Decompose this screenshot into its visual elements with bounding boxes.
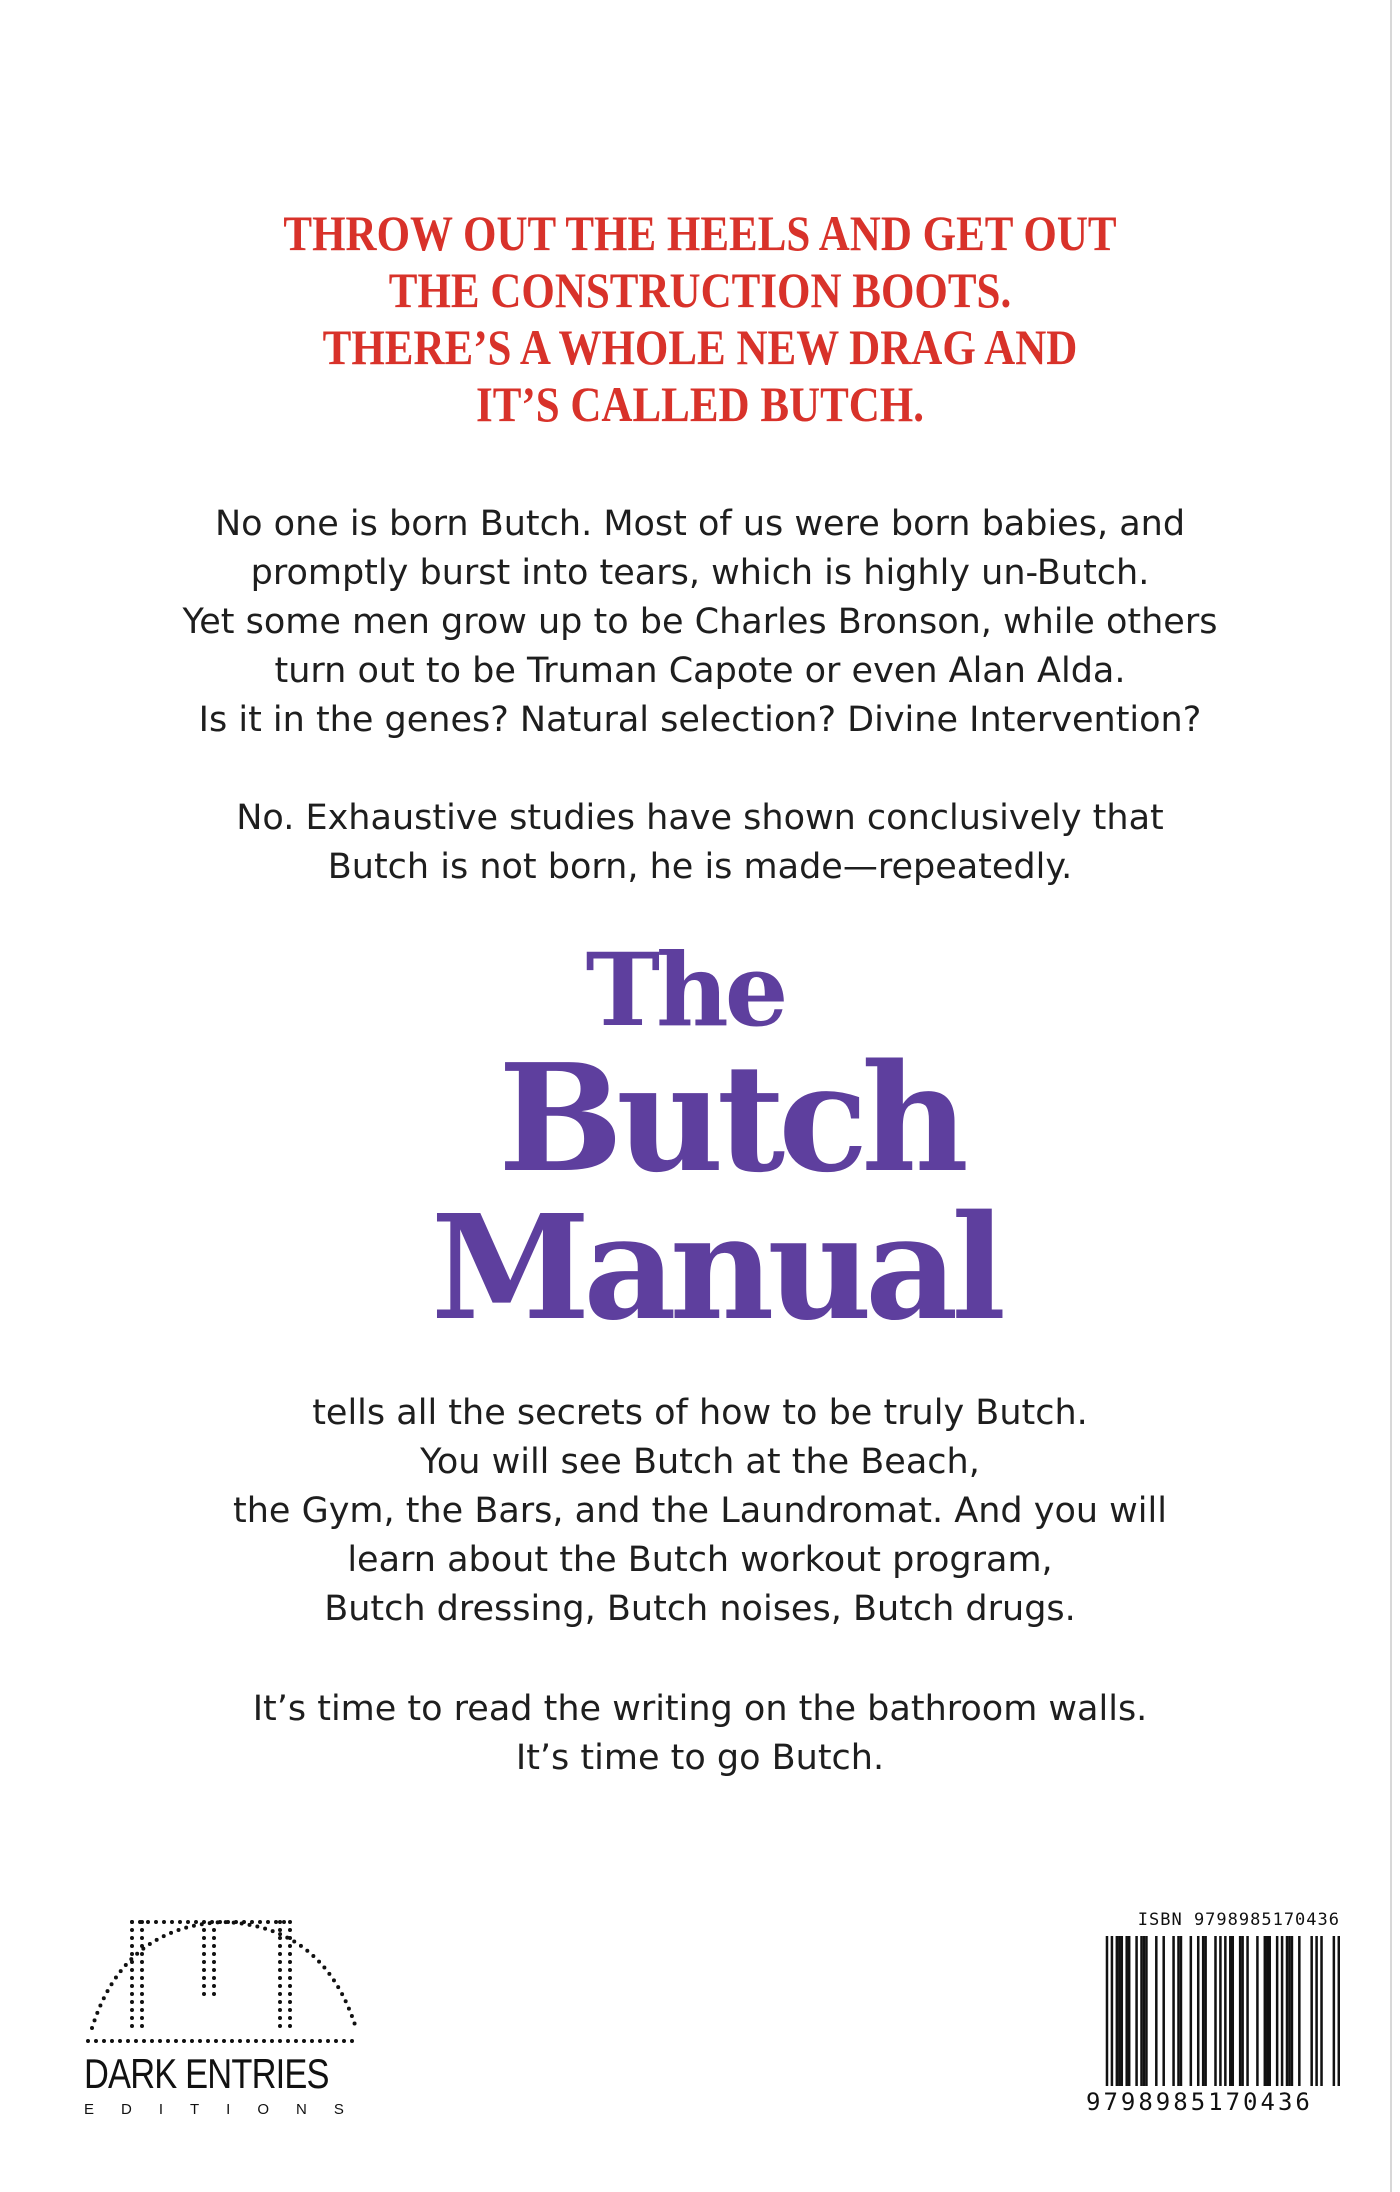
book-title — [0, 931, 1400, 1352]
barcode-bar — [1276, 1936, 1279, 2086]
text-line: learn about the Butch workout program, — [347, 1540, 1053, 1580]
barcode-bar — [1281, 1936, 1284, 2086]
text-line: Is it in the genes? Natural selection? Divine Intervention? — [198, 700, 1202, 740]
tagline — [0, 205, 1400, 433]
barcode-bar — [1256, 1936, 1259, 2086]
barcode-bar — [1333, 1936, 1336, 2086]
barcode-bar — [1197, 1936, 1200, 2086]
text-line: promptly burst into tears, which is highly un-Butch. — [250, 553, 1150, 593]
barcode-bar — [1143, 1936, 1146, 2086]
barcode-bar — [1121, 1936, 1124, 2086]
title-butch: Butch — [498, 1031, 962, 1205]
barcode-bar — [1118, 1936, 1121, 2086]
tagline-line: THROW OUT THE HEELS AND GET OUT — [283, 205, 1117, 261]
barcode-digits: 9798985170436 — [1086, 2088, 1313, 2116]
tagline-line: IT’S CALLED BUTCH. — [475, 376, 925, 432]
barcode-bar — [1246, 1936, 1249, 2086]
barcode-bar — [1288, 1936, 1291, 2086]
barcode-bar — [1219, 1936, 1222, 2086]
text-line: No. Exhaustive studies have shown conclusively that — [236, 798, 1164, 838]
barcode-bar — [1264, 1936, 1267, 2086]
barcode-bar — [1241, 1936, 1244, 2086]
tagline-line: THERE’S A WHOLE NEW DRAG AND — [322, 319, 1078, 375]
title-manual: Manual — [430, 1183, 1000, 1352]
barcode-bar — [1310, 1936, 1313, 2086]
barcode-bar — [1111, 1936, 1114, 2086]
barcode-bar — [1155, 1936, 1158, 2086]
paragraph-2 — [0, 794, 1400, 892]
barcode-bar — [1172, 1936, 1175, 2086]
text-line: You will see Butch at the Beach, — [420, 1442, 980, 1482]
barcode-bar — [1298, 1936, 1301, 2086]
isbn-label: ISBN 9798985170436 — [1137, 1910, 1340, 1930]
text-line: Butch dressing, Butch noises, Butch drugs. — [324, 1589, 1076, 1629]
text-line: It’s time to go Butch. — [515, 1738, 885, 1778]
dotted-arch-icon — [84, 1916, 364, 2046]
text-line: Butch is not born, he is made—repeatedly. — [327, 847, 1073, 887]
barcode-bar — [1128, 1936, 1131, 2086]
barcode-bar — [1177, 1936, 1180, 2086]
publisher-sub: EDITIONS — [84, 2101, 371, 2118]
paragraph-1 — [0, 500, 1400, 745]
publisher-name: DARK ENTRIES — [84, 2050, 329, 2097]
barcode-bar — [1202, 1936, 1205, 2086]
text-line: the Gym, the Bars, and the Laundromat. And you will — [233, 1491, 1167, 1531]
text-line: turn out to be Truman Capote or even Alan Alda. — [274, 651, 1126, 691]
text-line: tells all the secrets of how to be truly Butch. — [312, 1393, 1088, 1433]
barcode-bar — [1162, 1936, 1165, 2086]
barcode-bar — [1145, 1936, 1148, 2086]
publisher-logo — [84, 1916, 371, 2120]
barcode-bar — [1338, 1936, 1340, 2086]
barcode-bar — [1266, 1936, 1269, 2086]
barcode-bar — [1135, 1936, 1138, 2086]
barcode-bar — [1125, 1936, 1128, 2086]
title-the: The — [585, 931, 785, 1049]
text-line: No one is born Butch. Most of us were born babies, and — [214, 504, 1186, 544]
barcode-bar — [1286, 1936, 1289, 2086]
tagline-line: THE CONSTRUCTION BOOTS. — [388, 262, 1012, 318]
barcode-bar — [1140, 1936, 1143, 2086]
barcode-bar — [1291, 1936, 1294, 2086]
barcode-bar — [1239, 1936, 1242, 2086]
barcode-bar — [1204, 1936, 1207, 2086]
barcode-bar — [1190, 1936, 1193, 2086]
text-line: Yet some men grow up to be Charles Bronson, while others — [182, 602, 1218, 642]
text-line: It’s time to read the writing on the bathroom walls. — [252, 1689, 1148, 1729]
barcode-bar — [1315, 1936, 1318, 2086]
barcode-bar — [1231, 1936, 1234, 2086]
barcode-bar — [1106, 1936, 1109, 2086]
barcode-bar — [1229, 1936, 1232, 2086]
barcode-bar — [1180, 1936, 1183, 2086]
isbn-barcode — [1086, 1910, 1340, 2116]
paragraph-3 — [0, 1389, 1400, 1634]
paragraph-4 — [0, 1685, 1400, 1783]
barcode-bars — [1086, 1936, 1340, 2086]
barcode-bar — [1224, 1936, 1227, 2086]
barcode-bar — [1268, 1936, 1271, 2086]
barcode-bar — [1320, 1936, 1323, 2086]
barcode-bar — [1116, 1936, 1119, 2086]
barcode-bar — [1214, 1936, 1217, 2086]
